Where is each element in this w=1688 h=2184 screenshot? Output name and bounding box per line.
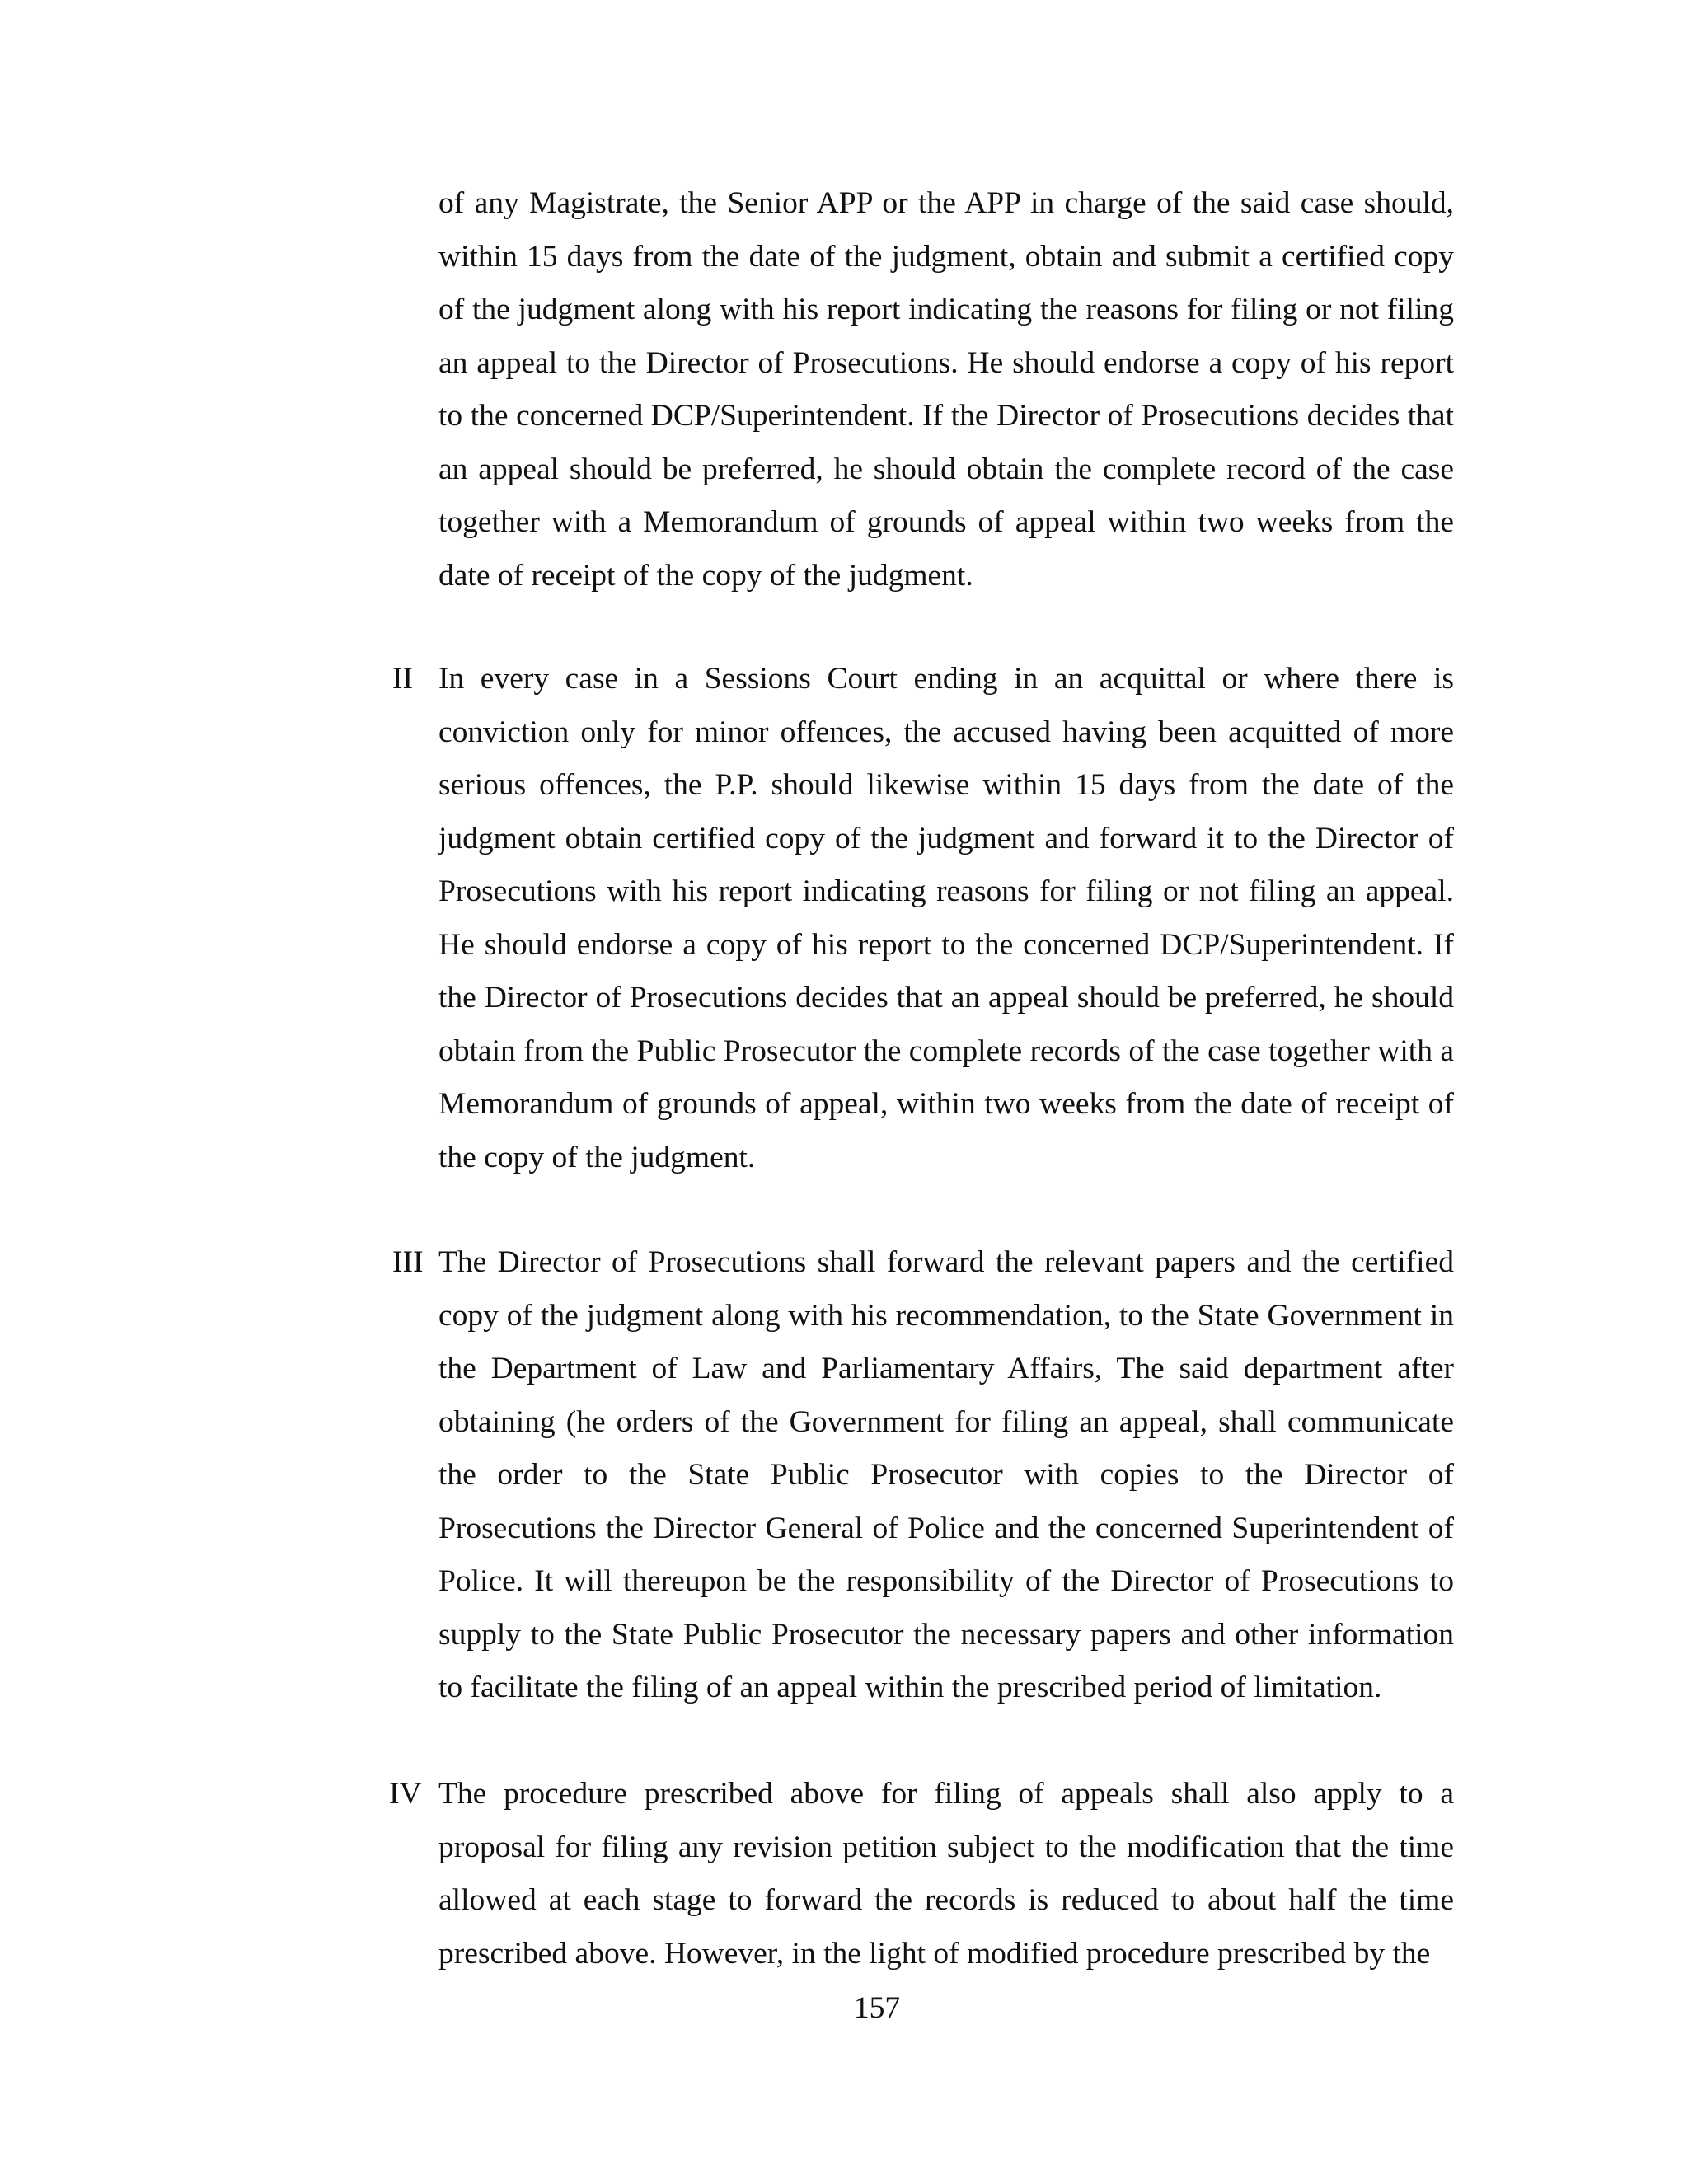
paragraph-numeral-ii: II: [392, 662, 413, 696]
page-number: 157: [853, 1991, 901, 2025]
paragraph-continued: of any Magistrate, the Senior APP or the APP in charge of the said case should, within 15 days from the date of the judgment, obtain and submit a certified copy of the judgment along with his report indicating the reasons for filing or not filing an appeal to the Director of Prosecutions. He should endorse a copy of his report to the concerned DCP/Superintendent. If the Director of Prosecutions decides that an appeal should be preferred, he should obtain the complete record of the case together with a Memorandum of grounds of appeal within two weeks from the date of receipt of the copy of the judgment.: [438, 186, 1454, 593]
paragraph-iv: The procedure prescribed above for filing of appeals shall also apply to a proposal for filing any revision petition subject to the modification that the time allowed at each stage to forward the records is reduced to about half the time prescribed above. However, in the light of modified procedure prescribed by the: [438, 1777, 1454, 1971]
paragraph-iii: The Director of Prosecutions shall forward the relevant papers and the certified copy of the judgment along with his recommendation, to the State Government in the Department of Law and Parliamentary Affairs, The said department after obtaining (he orders of the Government for filing an appeal, shall communicate the order to the State Public Prosecutor with copies to the Director of Prosecutions the Director General of Police and the concerned Superintendent of Police. It will thereupon be the responsibility of the Director of Prosecutions to supply to the State Public Prosecutor the necessary papers and other information to facilitate the filing of an appeal within the prescribed period of limitation.: [438, 1245, 1454, 1704]
paragraph-numeral-iv: IV: [389, 1777, 422, 1811]
paragraph-numeral-iii: III: [392, 1245, 424, 1279]
paragraph-ii: In every case in a Sessions Court ending in an acquittal or where there is conviction only for minor offences, the accused having been acquitted of more serious offences, the P.P. should likewise within 15 days from the date of the judgment obtain certified copy of the judgment and forward it to the Director of Prosecutions with his report indicating reasons for filing or not filing an appeal. He should endorse a copy of his report to the concerned DCP/Superintendent. If the Director of Prosecutions decides that an appeal should be preferred, he should obtain from the Public Prosecutor the complete records of the case together with a Memorandum of grounds of appeal, within two weeks from the date of receipt of the copy of the judgment.: [438, 662, 1454, 1174]
